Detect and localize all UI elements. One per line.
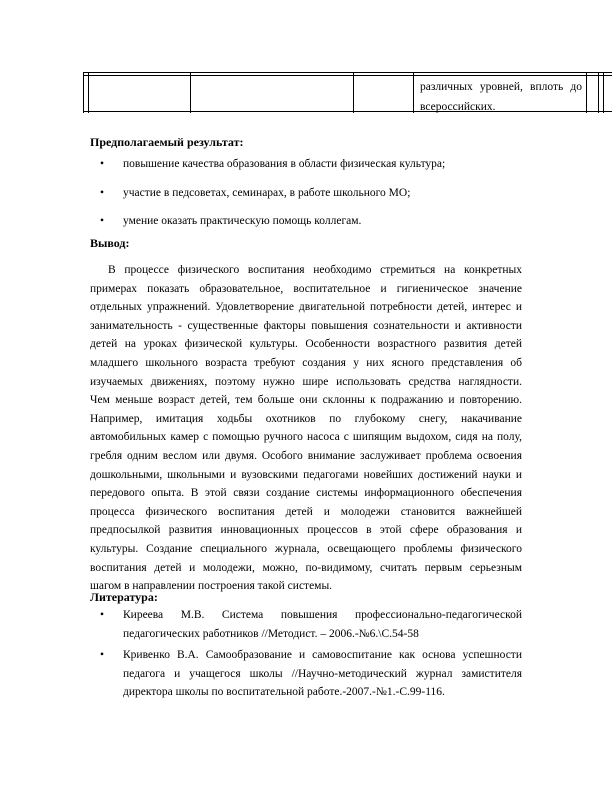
- literature-line: директора школы по воспитательной работе.-2007.-№1.-С.99-116.: [123, 686, 445, 699]
- result-item-text: умение оказать практическую помощь коллегам.: [123, 215, 362, 227]
- conclusion-heading: Вывод:: [90, 236, 130, 250]
- paragraph-line: В процессе физического воспитания необходимо стремиться на конкретных: [108, 264, 522, 276]
- bullet-icon: •: [100, 187, 105, 199]
- paragraph-line: автомобильных камер с помощью ручного насоса с шипящим выдохом, сидя на полу,: [90, 431, 522, 444]
- table-column-divider: [353, 72, 354, 113]
- paragraph-line: дошкольными, школьными и вузовскими педагогами новейших достижений науки и: [90, 468, 522, 481]
- result-item-text: повышение качества образования в области физическая культура;: [123, 158, 446, 170]
- paragraph-line: процесса физического воспитания детей и молодежи становится важнейшей: [90, 505, 522, 518]
- paragraph-line: Например, имитация ходьбы охотников по глубокому снегу, накачивание: [90, 412, 522, 425]
- table-fragment: [83, 72, 612, 113]
- table-cell-line: всероссийских.: [420, 101, 496, 113]
- literature-line: Кривенко В.А. Самообразование и самовоспитание как основа успешности: [123, 649, 522, 661]
- bullet-icon: •: [100, 649, 105, 661]
- bullet-icon: •: [100, 158, 105, 170]
- paragraph-line: предпосылкой развития инновационных процессов в этой сфере образования и: [90, 524, 522, 537]
- paragraph-line: шагом в направлении построения такой системы.: [90, 580, 333, 593]
- paragraph-line: примерах показать образовательное, воспитательное и гигиеническое значение: [90, 282, 522, 295]
- paragraph-line: отдельных упражнений. Удовлетворение двигательной потребности детей, интерес и: [90, 301, 522, 314]
- paragraph-line: младшего школьного возраста требуют создания у них ясного представления об: [90, 356, 522, 369]
- bullet-icon: •: [100, 215, 105, 227]
- table-column-divider: [598, 72, 599, 113]
- literature-line: педагогических работников //Методист. – 2006.-№6.\С.54-58: [123, 627, 419, 640]
- table-right-border: [603, 72, 604, 113]
- result-item-text: участие в педсоветах, семинарах, в работе школьного МО;: [123, 187, 411, 199]
- paragraph-line: культуры. Создание специального журнала, освещающего проблемы физического: [90, 542, 522, 555]
- bullet-icon: •: [100, 609, 105, 621]
- table-left-border-inner: [88, 72, 89, 113]
- paragraph-line: занимательность - существенные факторы повышения сознательности и активности: [90, 319, 522, 332]
- paragraph-line: передового опыта. В этой связи создание системы информационного обеспечения: [90, 487, 522, 500]
- literature-line: Киреева М.В. Система повышения профессионально-педагогической: [123, 609, 522, 621]
- result-heading: Предполагаемый результат:: [90, 135, 244, 149]
- literature-line: педагога и учащегося школы //Научно-методический журнал замистителя: [123, 667, 522, 680]
- table-column-divider: [413, 72, 414, 113]
- table-column-divider: [586, 72, 587, 113]
- table-top-border-inner: [83, 75, 612, 76]
- table-cell-line: различных уровней, вплоть до: [420, 81, 582, 93]
- paragraph-line: изучаемых движениях, поэтому нужно шире использовать средства наглядности.: [90, 375, 522, 388]
- table-left-border: [83, 72, 84, 113]
- paragraph-line: гребля одним веслом или двумя. Особого внимание заслуживает проблема освоения: [90, 449, 522, 462]
- table-cell-text: [420, 77, 582, 117]
- conclusion-paragraph: [90, 261, 522, 596]
- paragraph-line: Чем меньше возраст детей, тем больше они склонны к подражанию и повторению.: [90, 394, 522, 407]
- literature-heading: Литература:: [90, 590, 158, 604]
- paragraph-line: детей на уроках физической культуры. Особенности возрастного развития детей: [90, 338, 522, 351]
- paragraph-line: воспитания детей и молодежи, можно, по-видимому, считать первым серьезным: [90, 561, 522, 574]
- table-top-border: [83, 72, 612, 73]
- table-column-divider: [190, 72, 191, 113]
